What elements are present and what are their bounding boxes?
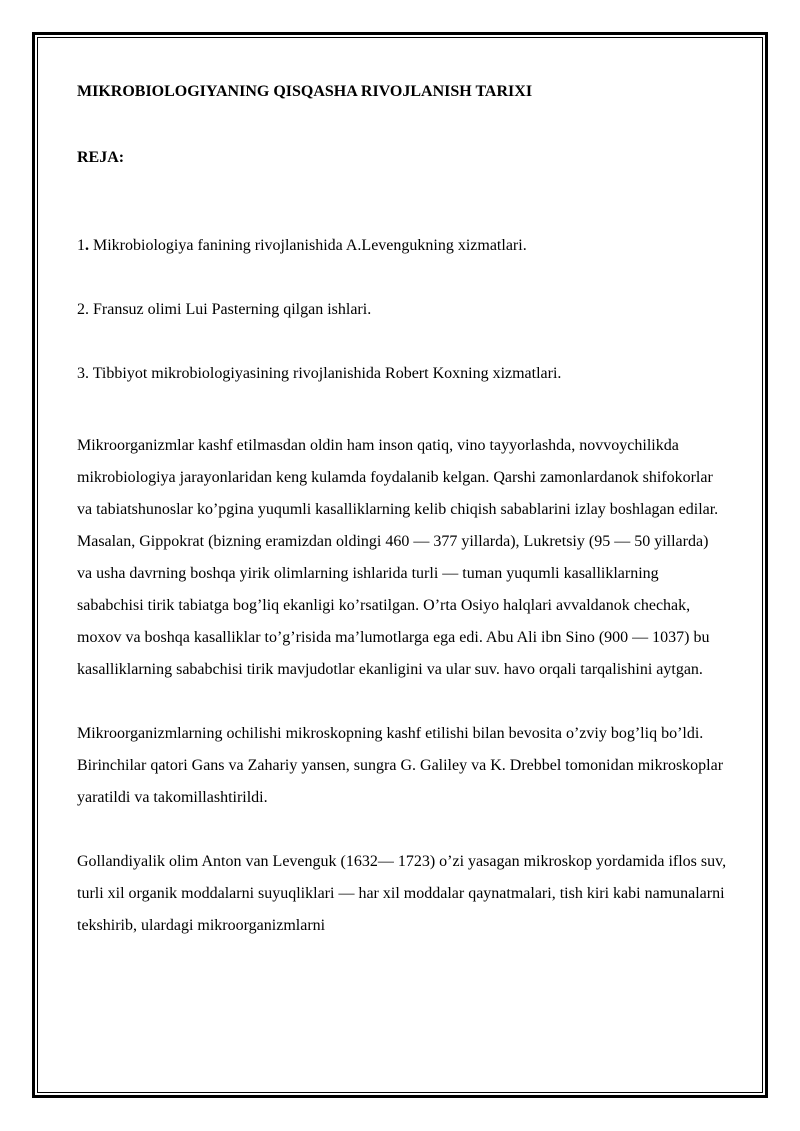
paragraph-1: Mikroorganizmlar kashf etilmasdan oldin ham inson qatiq, vino tayyorlashda, novvoychilikda mikrobiologiya jarayonlaridan keng kulamda foydalanib kelgan. Qarshi zamonlardanok shifokorlar va tabiatshunoslar ko’pgina yuqumli kasalliklarning kelib chiqish sabablarini izlay boshlagan edilar. Masalan, Gippokrat (bizning eramizdan oldingi 460 — 377 yillarda), Lukretsiy (95 — 50 yillarda) va usha davrning boshqa yirik olimlarning ishlarida turli — tuman yuqumli kasalliklarning sababchisi tirik tabiatga bog’liq ekanligi ko’rsatilgan. O’rta Osiyo halqlari avvaldanok chechak, moxov va boshqa kasalliklar to’g’risida ma’lumotlarga ega edi. Abu Ali ibn Sino (900 — 1037) bu kasalliklarning sababchisi tirik mavjudotlar ekanligini va ular suv. havo orqali tarqalishini aytgan. bbox=[77, 437, 719, 678]
paragraph-2: Mikroorganizmlarning ochilishi mikroskopning kashf etilishi bilan bevosita o’zviy bog’liq bo’ldi. Birinchilar qatori Gans va Zahariy yansen, sungra G. Galiley va K. Drebbel tomonidan mikroskoplar yaratildi va takomillashtirildi. bbox=[77, 725, 724, 806]
plan-item-1-text: Mikrobiologiya fanining rivojlanishida A.Levengukning xizmatlari. bbox=[89, 237, 527, 254]
plan-item-1-number: 1 bbox=[77, 237, 85, 254]
plan-item-1-number-suffix: . bbox=[85, 237, 89, 254]
document-title: MIKROBIOLOGIYANING QISQASHA RIVOJLANISH TARIXI bbox=[77, 83, 533, 100]
plan-item-2: 2. Fransuz olimi Lui Pasterning qilgan ishlari. bbox=[77, 301, 372, 318]
plan-item-1 bbox=[77, 230, 727, 262]
paragraph-3: Gollandiyalik olim Anton van Levenguk (1632— 1723) o’zi yasagan mikroskop yordamida iflos suv, turli xil organik moddalarni suyuqliklari — har xil moddalar qaynatmalari, tish kiri kabi namunalarni tekshirib, ulardagi mikroorganizmlarni bbox=[77, 853, 727, 934]
plan-list bbox=[77, 230, 727, 390]
document-body bbox=[77, 76, 727, 942]
plan-item-3: 3. Tibbiyot mikrobiologiyasining rivojlanishida Robert Koxning xizmatlari. bbox=[77, 365, 562, 382]
plan-heading: REJA: bbox=[77, 149, 125, 166]
